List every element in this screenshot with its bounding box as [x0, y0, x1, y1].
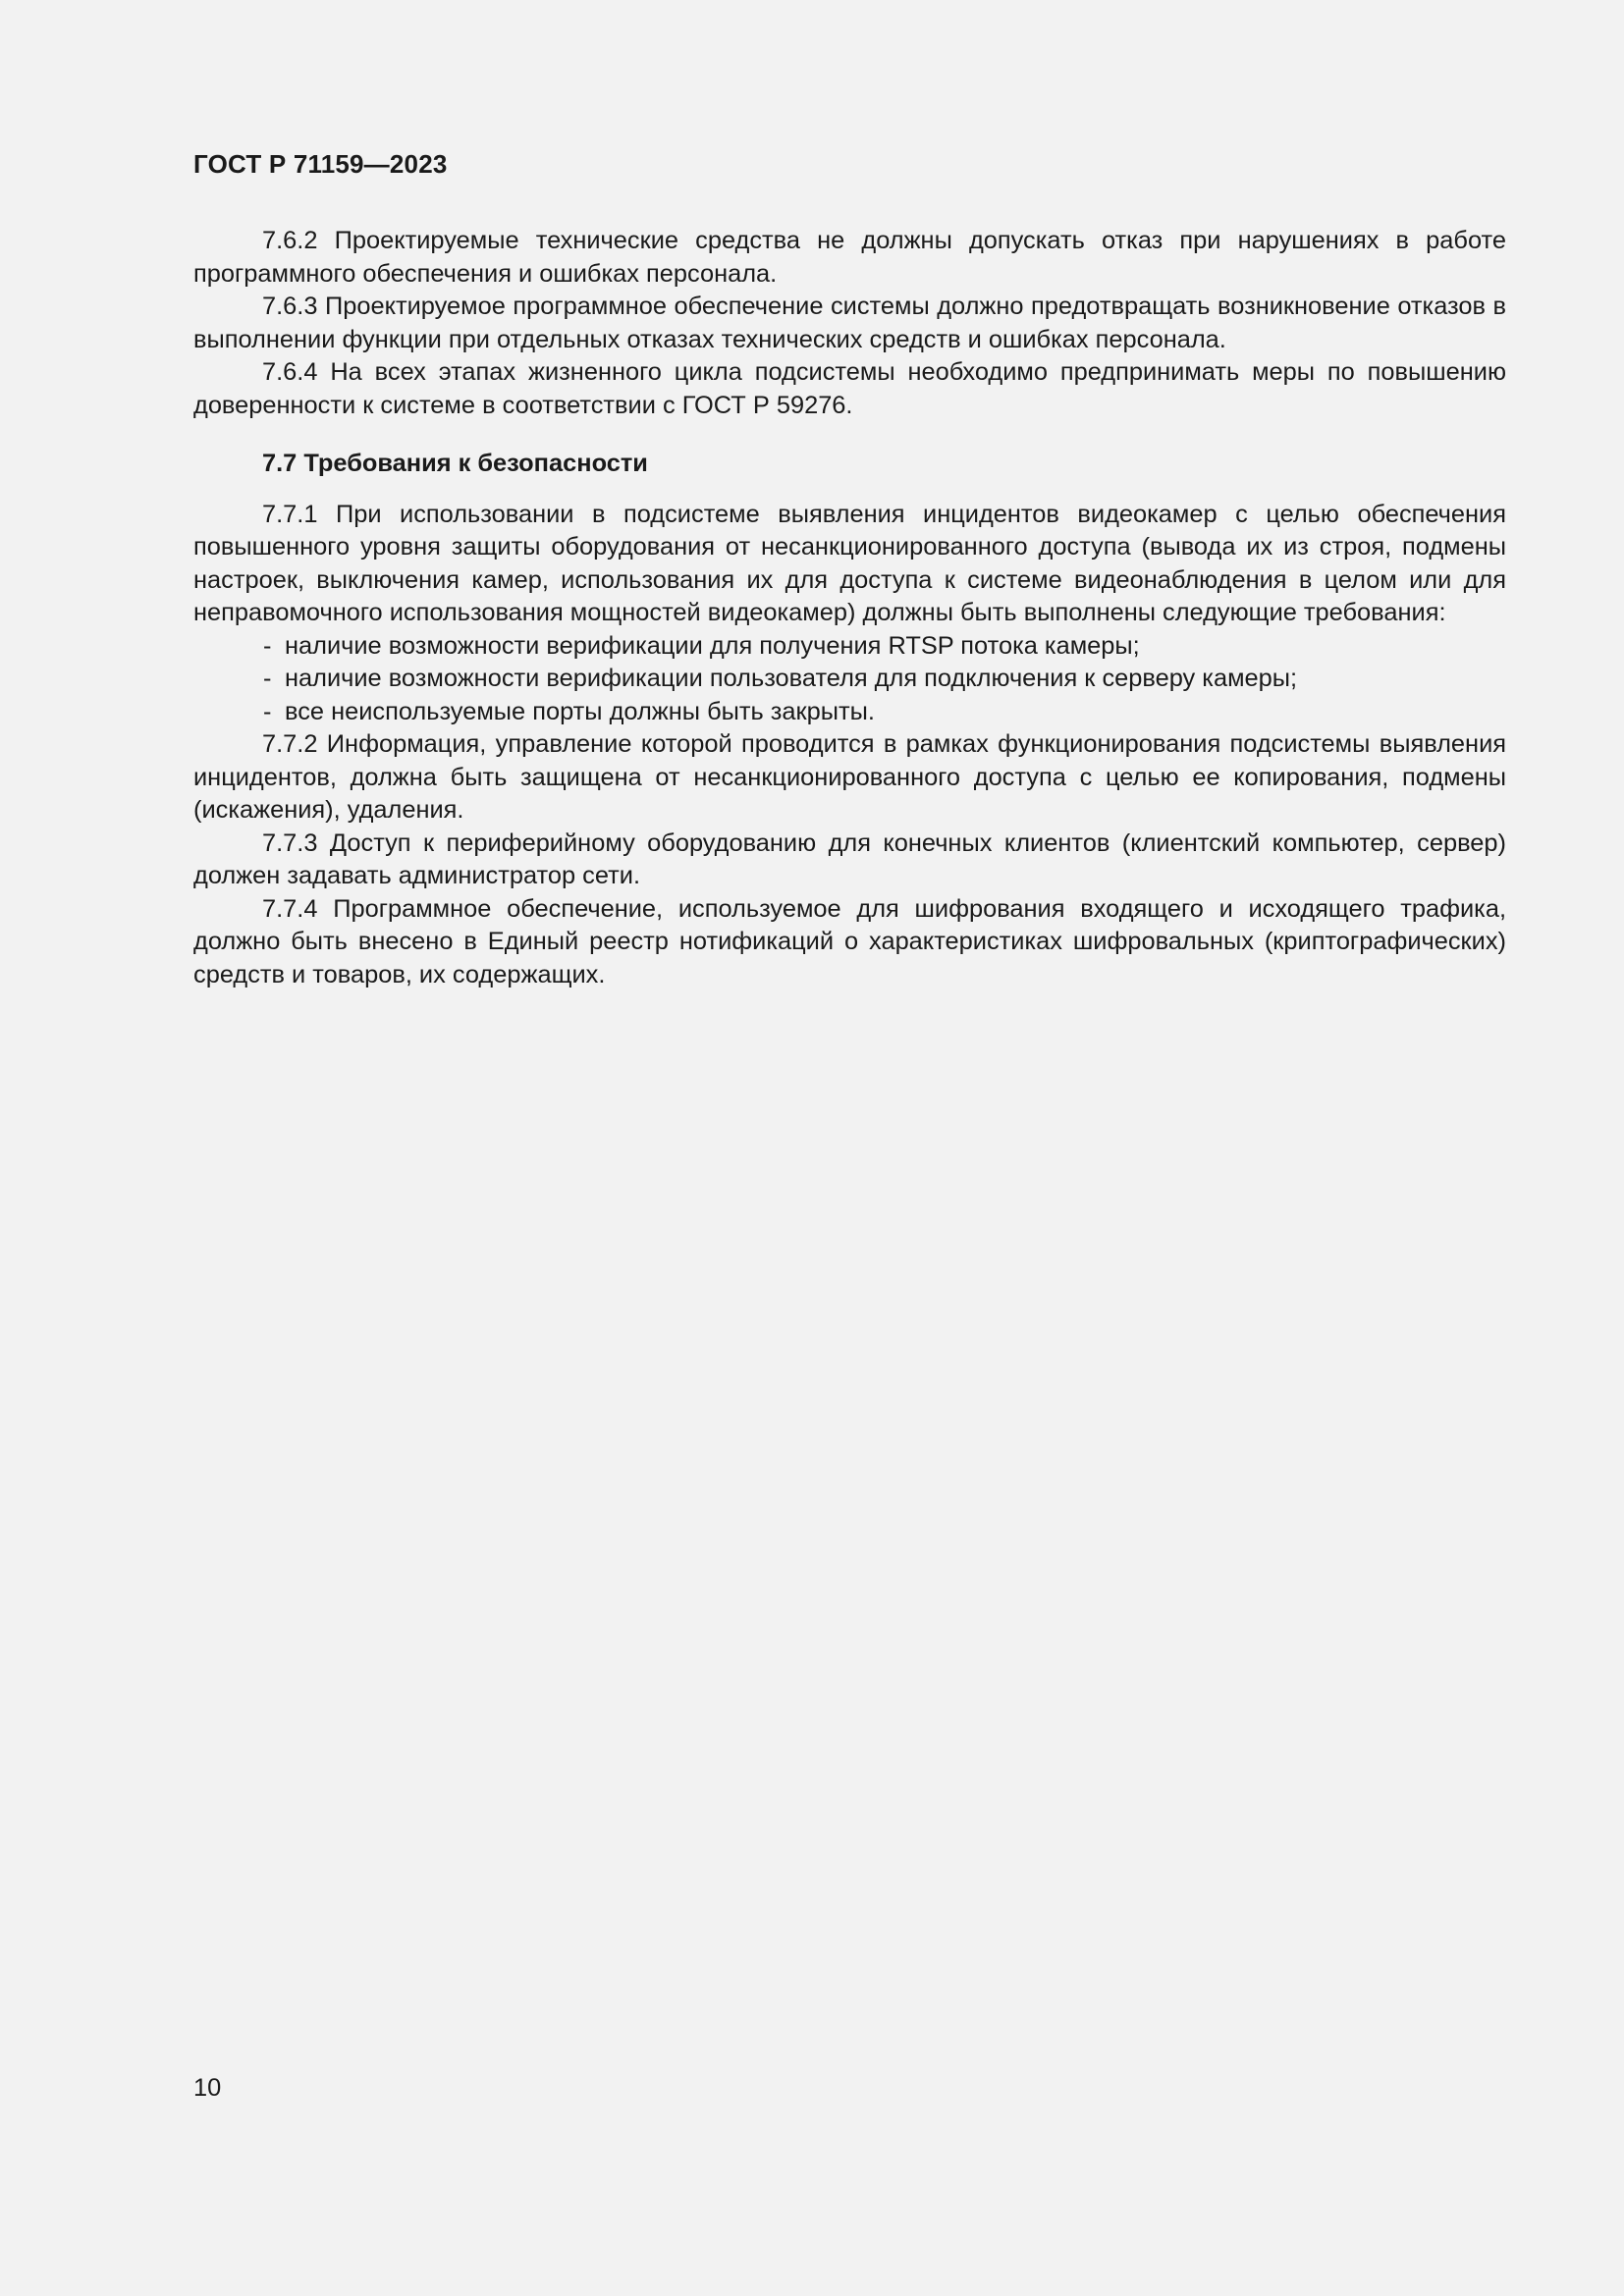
- paragraph-7-7-2: 7.7.2 Информация, управление которой проводится в рамках функционирования подсистемы выявления инцидентов, должна быть защищена от несанкционированного доступа с целью ее копирования, подмены (искажения), удаления.: [193, 730, 1506, 824]
- paragraph-7-7-3: 7.7.3 Доступ к периферийному оборудованию для конечных клиентов (клиентский компьютер, сервер) должен задавать администратор сети.: [193, 828, 1506, 889]
- page-content: [193, 225, 1506, 991]
- requirements-list: [193, 630, 1506, 729]
- paragraph-7-6-2: 7.6.2 Проектируемые технические средства не должны допускать отказ при нарушениях в работе программного обеспечения и ошибках персонала.: [193, 227, 1506, 288]
- paragraph-7-7-1: 7.7.1 При использовании в подсистеме выявления инцидентов видеокамер с целью обеспечения повышенного уровня защиты оборудования от несанкционированного доступа (вывода их из строя, подмены настроек, выключения камер, использования их для доступа к системе видеонаблюдения в целом или для неправомочного использования мощностей видеокамер) должны быть выполнены следующие требования:: [193, 500, 1506, 626]
- paragraph-7-7-4: 7.7.4 Программное обеспечение, используемое для шифрования входящего и исходящего трафика, должно быть внесено в Единый реестр нотификаций о характеристиках шифровальных (криптографических) средств и товаров, их содержащих.: [193, 894, 1506, 988]
- list-dash: -: [263, 631, 272, 660]
- paragraph-7-6-3: 7.6.3 Проектируемое программное обеспечение системы должно предотвращать возникновение отказов в выполнении функции при отдельных отказах технических средств и ошибках персонала.: [193, 293, 1506, 353]
- section-heading-7-7: 7.7 Требования к безопасности: [262, 450, 648, 477]
- list-dash: -: [263, 697, 272, 725]
- paragraph-7-6-4: 7.6.4 На всех этапах жизненного цикла подсистемы необходимо предпринимать меры по повышению доверенности к системе в соответствии с ГОСТ Р 59276.: [193, 358, 1506, 419]
- list-item-text: наличие возможности верификации для получения RTSP потока камеры;: [285, 631, 1140, 660]
- list-item: [193, 630, 1506, 664]
- standard-header: ГОСТ Р 71159—2023: [193, 149, 448, 179]
- list-item: [193, 663, 1506, 696]
- list-dash: -: [263, 665, 272, 692]
- list-item-text: наличие возможности верификации пользователя для подключения к серверу камеры;: [285, 665, 1298, 692]
- list-item-text: все неиспользуемые порты должны быть закрыты.: [285, 697, 875, 725]
- page-number: 10: [193, 2074, 222, 2102]
- list-item: [193, 696, 1506, 729]
